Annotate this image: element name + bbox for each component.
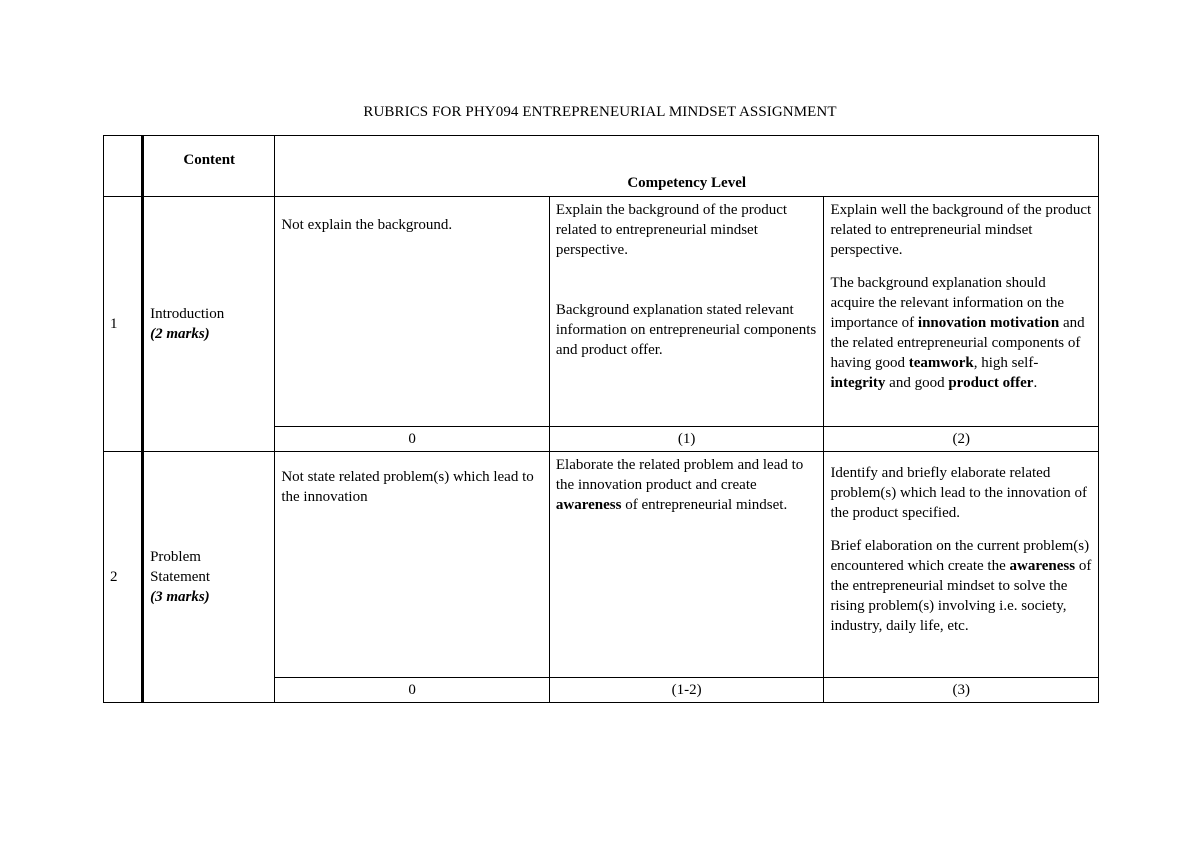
score-cell: (2) — [824, 427, 1099, 452]
score-cell: (1-2) — [549, 678, 824, 703]
row-number: 2 — [104, 452, 143, 703]
level-2-cell — [824, 452, 1099, 678]
row-number: 1 — [104, 197, 143, 452]
score-cell: 0 — [275, 427, 550, 452]
rubric-table — [103, 135, 1099, 703]
level-2-para-1: Explain well the background of the product related to entrepreneurial mindset perspective. — [830, 202, 1092, 258]
level-2-para-2: The background explanation should acquire the relevant information on the importance of innovation motivation and the related entrepreneurial components of having good teamwork, high self-integrity and good product offer. — [830, 275, 1085, 391]
level-0-text: Not state related problem(s) which lead to the innovation — [281, 469, 534, 505]
criterion-cell — [143, 197, 275, 452]
header-number-cell — [104, 136, 143, 197]
level-2-para-2: Brief elaboration on the current problem(s) encountered which create the awareness of the entrepreneurial mindset to solve the rising problem(s) involving i.e. society, industry, daily life, etc. — [830, 538, 1092, 634]
page-title: RUBRICS FOR PHY094 ENTREPRENEURIAL MINDSET ASSIGNMENT — [363, 104, 837, 120]
level-2-cell — [824, 197, 1099, 427]
criterion-label: Statement — [150, 569, 211, 585]
header-content: Content — [143, 136, 275, 197]
level-1-para-2: Background explanation stated relevant information on entrepreneurial components and product offer. — [555, 302, 817, 358]
level-1-cell — [549, 197, 824, 427]
criterion-label: Introduction — [150, 306, 225, 322]
table-row — [104, 452, 1099, 678]
criterion-cell — [143, 452, 275, 703]
level-1-para-1: Explain the background of the product related to entrepreneurial mindset perspective. — [555, 202, 788, 258]
level-0-text: Not explain the background. — [281, 217, 453, 233]
level-0-cell — [275, 452, 550, 678]
criterion-marks: (3 marks) — [150, 589, 210, 605]
header-row — [104, 136, 1099, 197]
header-competency-level: Competency Level — [275, 136, 1099, 197]
score-cell: (1) — [549, 427, 824, 452]
level-0-cell — [275, 197, 550, 427]
score-cell: (3) — [824, 678, 1099, 703]
level-1-para-1: Elaborate the related problem and lead to the innovation product and create awareness of entrepreneurial mindset. — [555, 457, 804, 513]
level-1-cell — [549, 452, 824, 678]
level-2-para-1: Identify and briefly elaborate related problem(s) which lead to the innovation of the product specified. — [830, 465, 1088, 521]
score-cell: 0 — [275, 678, 550, 703]
table-row — [104, 197, 1099, 427]
criterion-label: Problem — [150, 549, 201, 565]
criterion-marks: (2 marks) — [150, 326, 210, 342]
